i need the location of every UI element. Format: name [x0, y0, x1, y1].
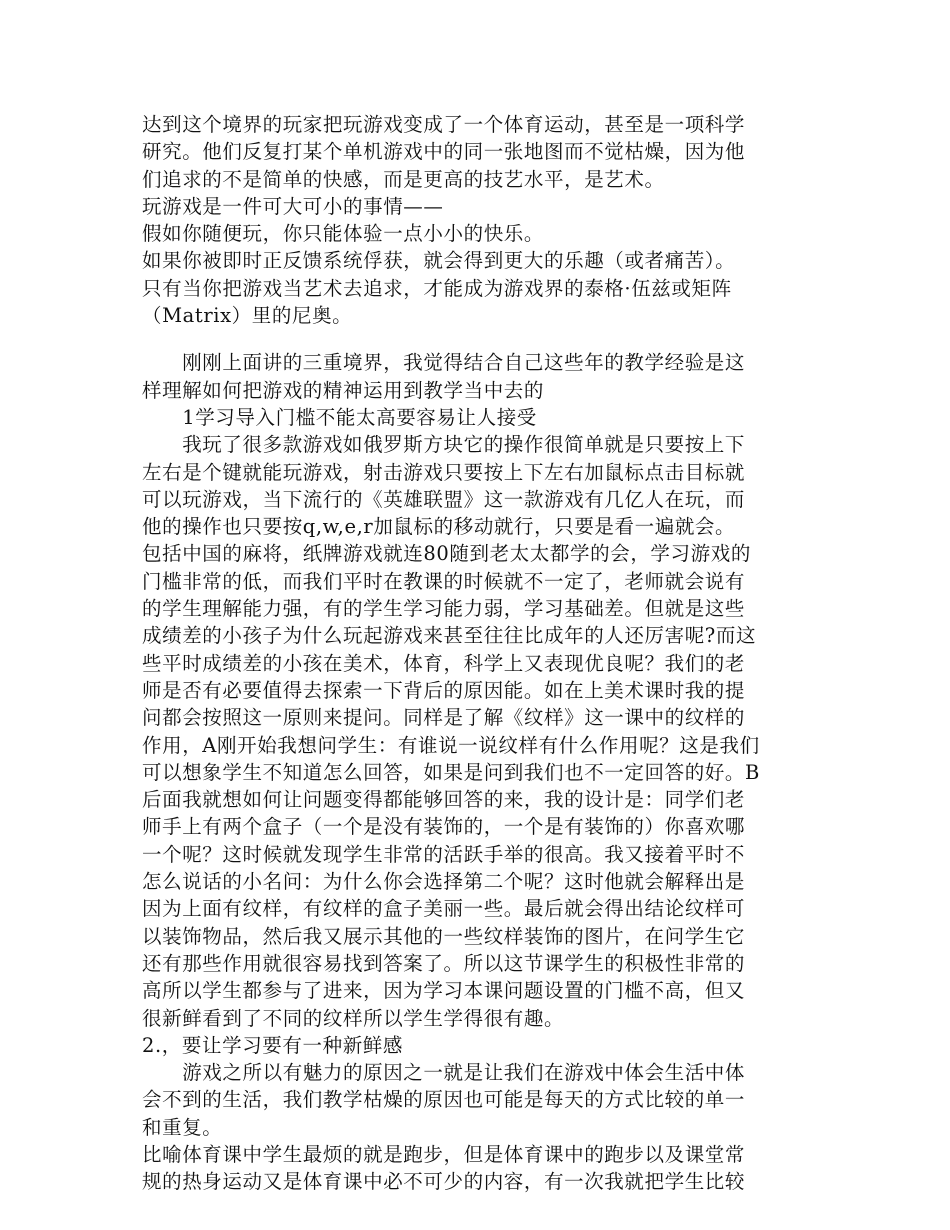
text-line: 问都会按照这一原则来提问。同样是了解《纹样》这一课中的纹样的 — [142, 706, 746, 730]
text-line: 后面我就想如何让问题变得都能够回答的来，我的设计是：同学们老 — [142, 788, 746, 812]
text-line: 我玩了很多款游戏如俄罗斯方块它的操作很简单就是只要按上下 — [142, 433, 746, 457]
body-text — [142, 111, 822, 1196]
section-heading: 2.，要让学习要有一种新鲜感 — [142, 1033, 404, 1057]
text-line: 左右是个键就能玩游戏，射击游戏只要按上下左右加鼠标点击目标就 — [142, 460, 746, 484]
text-line: 些平时成绩差的小孩在美术，体育，科学上又表现优良呢？我们的老 — [142, 651, 746, 675]
text-line: 怎么说话的小名问：为什么你会选择第二个呢？这时他就会解释出是 — [142, 870, 746, 894]
text-line: 高所以学生都参与了进来，因为学习本课问题设置的门槛不高，但又 — [142, 979, 746, 1003]
text-line: 成绩差的小孩子为什么玩起游戏来甚至往往比成年的人还厉害呢?而这 — [142, 624, 757, 648]
text-line: 达到这个境界的玩家把玩游戏变成了一个体育运动，甚至是一项科学 — [142, 113, 746, 136]
text-line: 只有当你把游戏当艺术去追求，才能成为游戏界的泰格·伍兹或矩阵 — [142, 276, 732, 300]
text-line: 包括中国的麻将，纸牌游戏就连80随到老太太都学的会，学习游戏的 — [142, 542, 751, 566]
text-line: 可以玩游戏，当下流行的《英雄联盟》这一款游戏有几亿人在玩，而 — [142, 487, 746, 511]
text-line: 如果你被即时正反馈系统俘获，就会得到更大的乐趣（或者痛苦）。 — [142, 249, 736, 273]
text-line: 假如你随便玩，你只能体验一点小小的快乐。 — [142, 222, 545, 246]
text-line: 师是否有必要值得去探索一下背后的原因能。如在上美术课时我的提 — [142, 678, 746, 702]
text-line: 很新鲜看到了不同的纹样所以学生学得很有趣。 — [142, 1006, 565, 1030]
text-line: 一个呢？这时候就发现学生非常的活跃手举的很高。我又接着平时不 — [142, 842, 746, 866]
text-line: （Matrix）里的尼奥。 — [142, 304, 353, 328]
text-line: 因为上面有纹样，有纹样的盒子美丽一些。最后就会得出结论纹样可 — [142, 897, 746, 921]
text-line: 样理解如何把游戏的精神运用到教学当中去的 — [142, 378, 545, 402]
text-line: 还有那些作用就很容易找到答案了。所以这节课学生的积极性非常的 — [142, 951, 746, 975]
text-line: 刚刚上面讲的三重境界，我觉得结合自己这些年的教学经验是这 — [142, 351, 746, 375]
text-line: 规的热身运动又是体育课中必不可少的内容，有一次我就把学生比较 — [142, 1170, 746, 1194]
blank-line — [142, 329, 822, 349]
text-line: 师手上有两个盒子（一个是没有装饰的，一个是有装饰的）你喜欢哪 — [142, 815, 746, 839]
text-line: 他的操作也只要按q,w,e,r加鼠标的移动就行，只要是看一遍就会。 — [142, 515, 736, 539]
text-line: 玩游戏是一件可大可小的事情—— — [142, 194, 444, 218]
text-line: 以装饰物品，然后我又展示其他的一些纹样装饰的图片，在问学生它 — [142, 924, 746, 948]
text-line: 比喻体育课中学生最烦的就是跑步，但是体育课中的跑步以及课堂常 — [142, 1142, 746, 1166]
text-line: 会不到的生活，我们教学枯燥的原因也可能是每天的方式比较的单一 — [142, 1088, 746, 1112]
section-heading: 1学习导入门槛不能太高要容易让人接受 — [142, 405, 537, 429]
text-line: 作用，A刚开始我想问学生：有谁说一说纹样有什么作用呢？这是我们 — [142, 733, 760, 757]
text-line: 们追求的不是简单的快感，而是更高的技艺水平，是艺术。 — [142, 167, 665, 191]
text-line: 研究。他们反复打某个单机游戏中的同一张地图而不觉枯燥，因为他 — [142, 140, 746, 164]
text-line: 门槛非常的低，而我们平时在教课的时候就不一定了，老师就会说有 — [142, 569, 746, 593]
text-line: 可以想象学生不知道怎么回答，如果是问到我们也不一定回答的好。B — [142, 760, 760, 784]
text-line: 游戏之所以有魅力的原因之一就是让我们在游戏中体会生活中体 — [142, 1061, 746, 1085]
text-line: 和重复。 — [142, 1115, 223, 1139]
text-line: 的学生理解能力强，有的学生学习能力弱，学习基础差。但就是这些 — [142, 597, 746, 621]
